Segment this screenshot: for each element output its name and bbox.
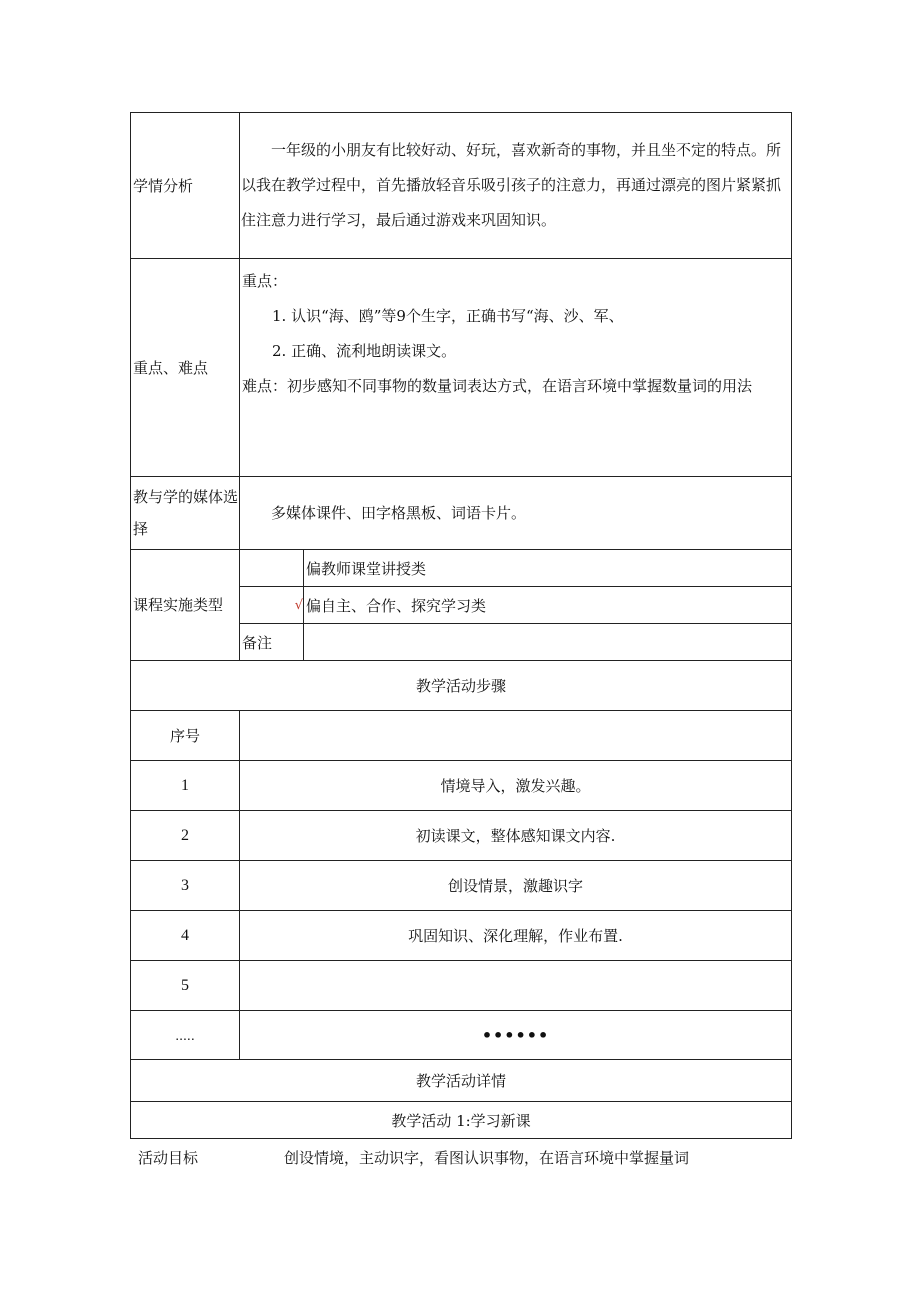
keypoints-row <box>131 259 792 477</box>
step-row <box>131 911 792 961</box>
steps-header-row <box>131 711 792 761</box>
step-text: 巩固知识、深化理解，作业布置. <box>240 911 792 961</box>
step-row <box>131 861 792 911</box>
details-title: 教学活动详情 <box>131 1060 792 1102</box>
steps-header-no: 序号 <box>131 711 240 761</box>
keypoints-item-2: 2. 正确、流利地朗读课文。 <box>272 342 457 360</box>
step-number: 3 <box>131 861 240 911</box>
step-row <box>131 961 792 1011</box>
course-type-option-1: 偏教师课堂讲授类 <box>304 550 792 587</box>
situation-cell <box>240 113 792 259</box>
situation-label: 学情分析 <box>131 113 240 259</box>
course-type-row-1 <box>131 550 792 587</box>
keypoints-heading: 重点： <box>242 272 288 290</box>
keypoints-cell <box>240 259 792 477</box>
step-number: 4 <box>131 911 240 961</box>
step-row <box>131 761 792 811</box>
course-type-check-empty <box>240 550 304 587</box>
step-text: 初读课文，整体感知课文内容. <box>240 811 792 861</box>
course-type-label: 课程实施类型 <box>131 550 240 661</box>
activity-goal-text: 创设情境，主动识字，看图认识事物，在语言环境中掌握量词 <box>284 1149 690 1167</box>
situation-text: 一年级的小朋友有比较好动、好玩，喜欢新奇的事物，并且坐不定的特点。所以我在教学过程中，首先播放轻音乐吸引孩子的注意力，再通过漂亮的图片紧紧抓住注意力进行学习，最后通过游戏来巩固知识。 <box>241 141 782 229</box>
step-text <box>240 961 792 1011</box>
activity-title: 教学活动 1:学习新课 <box>131 1102 792 1139</box>
activity-title-row <box>131 1102 792 1139</box>
course-type-option-2: 偏自主、合作、探究学习类 <box>304 587 792 624</box>
situation-row <box>131 113 792 259</box>
details-title-row <box>131 1060 792 1102</box>
step-row <box>131 1011 792 1060</box>
step-number: 2 <box>131 811 240 861</box>
media-row <box>131 477 792 550</box>
course-type-check-mark: √ <box>240 587 304 624</box>
step-text: 情境导入，激发兴趣。 <box>240 761 792 811</box>
activity-goal-label: 活动目标 <box>138 1149 199 1167</box>
lesson-plan-table <box>130 112 792 1139</box>
step-row <box>131 811 792 861</box>
keypoints-difficulty: 难点：初步感知不同事物的数量词表达方式，在语言环境中掌握数量词的用法 <box>242 377 753 395</box>
steps-title-row <box>131 661 792 711</box>
activity-goal <box>138 1140 838 1176</box>
media-text: 多媒体课件、田字格黑板、词语卡片。 <box>271 503 527 522</box>
media-label: 教与学的媒体选择 <box>131 477 240 550</box>
step-text: •••••• <box>240 1011 792 1060</box>
step-text: 创设情景，激趣识字 <box>240 861 792 911</box>
media-cell <box>240 477 792 550</box>
step-number: 1 <box>131 761 240 811</box>
steps-title: 教学活动步骤 <box>131 661 792 711</box>
keypoints-label: 重点、难点 <box>131 259 240 477</box>
keypoints-item-1: 1. 认识“海、鸥”等9个生字，正确书写“海、沙、军、 <box>272 307 624 325</box>
step-number: 5 <box>131 961 240 1011</box>
step-number: ..... <box>131 1011 240 1060</box>
steps-header-content <box>240 711 792 761</box>
remark-label: 备注 <box>240 624 304 661</box>
remark-value <box>304 624 792 661</box>
